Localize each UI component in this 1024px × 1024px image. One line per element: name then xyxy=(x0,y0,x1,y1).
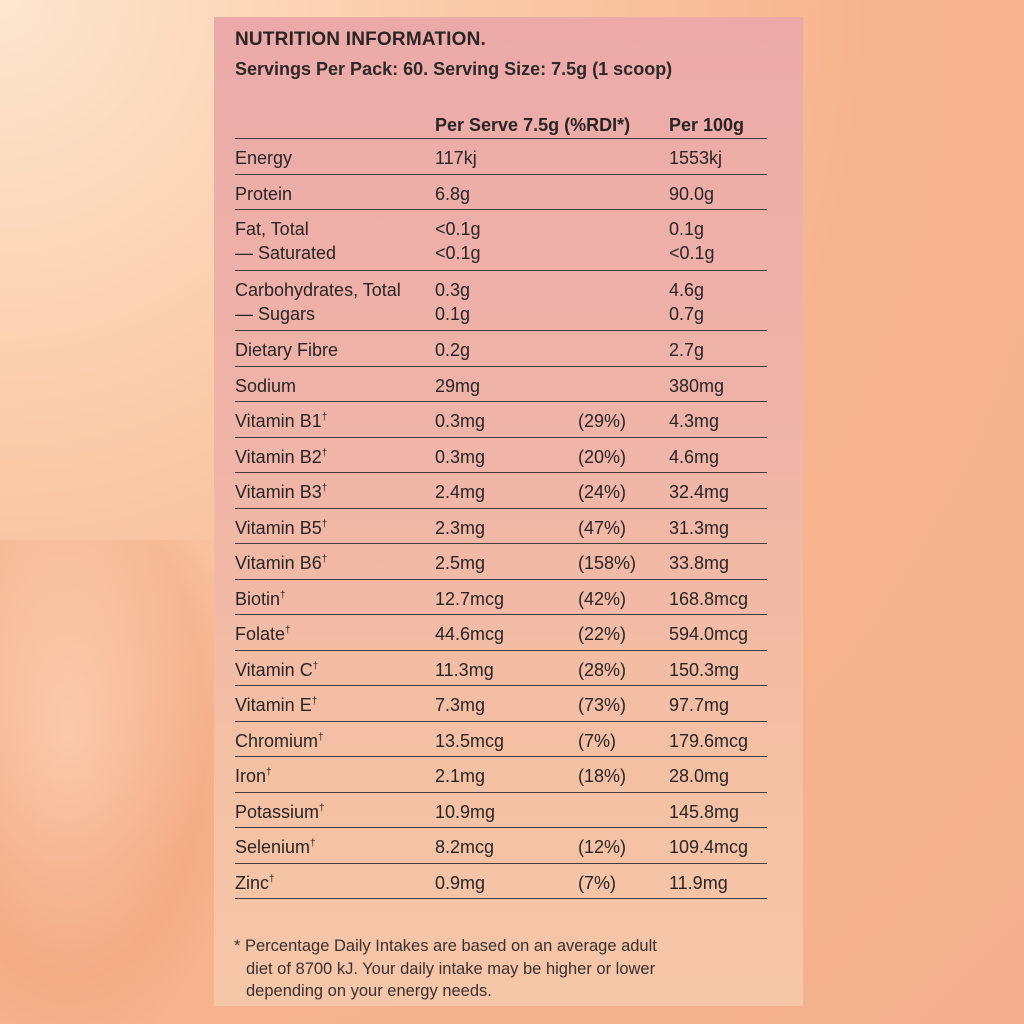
per-100g-value-text: 97.7mg xyxy=(669,695,730,715)
nutrient-label xyxy=(235,873,275,894)
rdi-percent xyxy=(578,624,626,645)
per-serve-value xyxy=(435,731,504,752)
per-serve-value-text: 2.4mg xyxy=(435,482,486,502)
per-serve-value-text: 2.5mg xyxy=(435,553,486,573)
dagger-mark: † xyxy=(321,518,328,530)
per-100g-value xyxy=(669,518,729,539)
table-row xyxy=(235,331,767,367)
nutrient-label-text: Chromium xyxy=(235,730,319,751)
rdi-percent-text: (18%) xyxy=(578,766,627,786)
per-serve-value xyxy=(435,219,481,264)
per-serve-value-text: 6.8g xyxy=(435,183,471,204)
per-serve-value-text: 13.5mcg xyxy=(435,730,505,751)
nutrient-label xyxy=(235,447,327,468)
table-row xyxy=(235,757,767,793)
nutrient-label xyxy=(235,553,327,574)
per-serve-value xyxy=(435,589,504,610)
per-100g-value-text: 33.8mg xyxy=(669,553,730,573)
per-100g-value-sub: 0.7g xyxy=(669,303,705,324)
nutrient-label-text: Sodium xyxy=(235,375,297,396)
nutrient-label xyxy=(235,837,316,858)
per-100g-value-text: 31.3mg xyxy=(669,517,730,538)
dagger-mark: † xyxy=(321,447,328,459)
background-texture xyxy=(0,540,230,1024)
table-row xyxy=(235,509,767,545)
rdi-percent-text: (7%) xyxy=(578,872,617,893)
per-serve-value xyxy=(435,553,485,574)
nutrient-label xyxy=(235,518,327,539)
table-row xyxy=(235,139,767,175)
per-serve-value-text: 117kj xyxy=(435,148,477,168)
per-100g-value-text: 380mg xyxy=(669,375,725,396)
dagger-mark: † xyxy=(319,802,325,814)
per-serve-value xyxy=(435,624,504,645)
per-serve-value-text: 10.9mg xyxy=(435,801,496,822)
nutrient-label-text: Vitamin B6 xyxy=(235,553,322,573)
dagger-mark: † xyxy=(310,838,316,849)
per-serve-value-text: 12.7mcg xyxy=(435,588,505,609)
per-serve-value-text: 29mg xyxy=(435,375,481,396)
nutrient-label xyxy=(235,731,324,752)
per-serve-value xyxy=(435,340,470,361)
dagger-mark: † xyxy=(318,731,324,743)
rdi-percent-text: (12%) xyxy=(578,837,627,857)
per-serve-value xyxy=(435,695,485,716)
per-100g-value-text: 4.6mg xyxy=(669,446,720,467)
rdi-percent-text: (28%) xyxy=(578,659,627,680)
nutrient-label-text: Energy xyxy=(235,148,293,168)
panel-title: NUTRITION INFORMATION. xyxy=(235,29,487,50)
nutrient-label xyxy=(235,340,338,361)
per-100g-value-text: 1553kj xyxy=(669,148,723,168)
nutrient-label xyxy=(235,624,291,645)
table-row xyxy=(235,722,767,758)
per-100g-value xyxy=(669,376,724,397)
table-row xyxy=(235,686,767,722)
per-100g-value xyxy=(669,624,748,645)
per-100g-value-text: 4.3mg xyxy=(669,411,720,431)
nutrient-label-text: Dietary Fibre xyxy=(235,340,339,360)
rdi-percent xyxy=(578,589,626,610)
nutrient-label-text: Vitamin B2 xyxy=(235,446,322,467)
per-serve-value xyxy=(435,873,485,894)
nutrient-label xyxy=(235,148,292,169)
per-100g-value xyxy=(669,731,748,752)
rdi-percent-text: (20%) xyxy=(578,446,627,467)
nutrient-label xyxy=(235,184,292,205)
per-100g-value-text: 11.9mg xyxy=(669,872,728,893)
nutrient-label-text: Selenium xyxy=(235,837,311,857)
per-100g-value xyxy=(669,148,722,169)
nutrient-label-text: Vitamin B1 xyxy=(235,411,322,431)
table-row xyxy=(235,402,767,438)
header-per-serve: Per Serve 7.5g (%RDI*) xyxy=(435,115,631,135)
nutrient-label xyxy=(235,411,327,432)
per-serve-value-sub: 0.1g xyxy=(435,303,471,324)
table-row xyxy=(235,651,767,687)
table-header xyxy=(235,113,767,139)
nutrition-table xyxy=(235,113,767,899)
nutrient-label xyxy=(235,802,325,823)
nutrient-label xyxy=(235,219,336,264)
rdi-percent xyxy=(578,766,626,787)
rdi-percent-text: (42%) xyxy=(578,588,627,609)
per-serve-value-text: 0.3g xyxy=(435,279,471,300)
dagger-mark: † xyxy=(312,660,319,672)
per-100g-value-text: 2.7g xyxy=(669,340,705,360)
table-row xyxy=(235,793,767,829)
per-100g-value-text: 0.1g xyxy=(669,219,705,239)
rdi-percent xyxy=(578,482,626,503)
per-100g-value xyxy=(669,482,729,503)
per-100g-value xyxy=(669,411,719,432)
per-100g-value-text: 28.0mg xyxy=(669,766,730,786)
serving-info: Servings Per Pack: 60. Serving Size: 7.5g (1 scoop) xyxy=(235,59,673,79)
nutrient-label xyxy=(235,589,286,610)
nutrient-label xyxy=(235,695,317,716)
per-100g-value xyxy=(669,589,748,610)
rdi-percent xyxy=(578,695,626,716)
per-100g-value xyxy=(669,766,729,787)
rdi-percent-text: (47%) xyxy=(578,517,627,538)
per-100g-value-text: 90.0g xyxy=(669,183,715,204)
per-100g-value xyxy=(669,873,728,894)
dagger-mark: † xyxy=(321,554,328,565)
rdi-percent xyxy=(578,731,616,752)
table-row xyxy=(235,544,767,580)
per-100g-value xyxy=(669,340,704,361)
footnote xyxy=(234,935,734,1003)
table-row xyxy=(235,175,767,211)
table-row xyxy=(235,864,767,900)
per-serve-value xyxy=(435,184,470,205)
per-serve-value-text: 0.9mg xyxy=(435,872,486,893)
nutrient-label-text: Zinc xyxy=(235,872,270,893)
rdi-percent xyxy=(578,837,626,858)
table-row xyxy=(235,271,767,332)
per-serve-value xyxy=(435,766,485,787)
table-row xyxy=(235,580,767,616)
table-row xyxy=(235,473,767,509)
nutrient-label-text: Iron xyxy=(235,766,267,786)
nutrient-label xyxy=(235,482,327,503)
per-100g-value xyxy=(669,695,729,716)
nutrient-label-text: Folate xyxy=(235,624,286,644)
per-serve-value xyxy=(435,411,485,432)
per-serve-value xyxy=(435,376,480,397)
per-serve-value-text: 0.3mg xyxy=(435,411,486,431)
per-serve-value-text: 0.2g xyxy=(435,340,471,360)
nutrient-label-text: Vitamin B3 xyxy=(235,482,322,502)
nutrient-label xyxy=(235,766,272,787)
nutrient-label-sub: — Sugars xyxy=(235,303,316,324)
dagger-mark: † xyxy=(321,412,328,423)
per-100g-value xyxy=(669,280,704,325)
nutrient-label-text: Potassium xyxy=(235,801,320,822)
footnote-line: * Percentage Daily Intakes are based on an average adult xyxy=(234,937,657,955)
per-serve-value-text: 8.2mcg xyxy=(435,837,495,857)
dagger-mark: † xyxy=(311,696,318,707)
footnote-line: depending on your energy needs. xyxy=(246,982,492,1000)
header-per-100g: Per 100g xyxy=(669,115,745,135)
nutrient-label-text: Protein xyxy=(235,183,293,204)
nutrient-label-sub: — Saturated xyxy=(235,243,337,263)
rdi-percent-text: (73%) xyxy=(578,695,627,715)
per-100g-value-text: 179.6mcg xyxy=(669,730,749,751)
dagger-mark: † xyxy=(269,873,275,885)
nutrient-label xyxy=(235,660,318,681)
nutrient-label-text: Vitamin B5 xyxy=(235,517,322,538)
dagger-mark: † xyxy=(285,625,291,636)
rdi-percent-text: (29%) xyxy=(578,411,627,431)
footnote-line: diet of 8700 kJ. Your daily intake may be higher or lower xyxy=(246,959,656,978)
per-100g-value xyxy=(669,184,714,205)
per-serve-value xyxy=(435,802,495,823)
rdi-percent xyxy=(578,447,626,468)
rdi-percent-text: (158%) xyxy=(578,553,637,573)
per-serve-value xyxy=(435,482,485,503)
per-100g-value-sub: <0.1g xyxy=(669,243,715,263)
per-100g-value-text: 594.0mcg xyxy=(669,624,749,644)
per-100g-value-text: 32.4mg xyxy=(669,482,730,502)
per-serve-value-text: 2.1mg xyxy=(435,766,486,786)
per-100g-value-text: 145.8mg xyxy=(669,801,740,822)
dagger-mark: † xyxy=(280,589,286,601)
per-serve-value xyxy=(435,447,485,468)
per-serve-value xyxy=(435,660,494,681)
table-row xyxy=(235,367,767,403)
nutrient-label xyxy=(235,280,401,325)
per-100g-value-text: 109.4mcg xyxy=(669,837,749,857)
per-100g-value xyxy=(669,447,719,468)
rdi-percent-text: (24%) xyxy=(578,482,627,502)
nutrient-label xyxy=(235,376,296,397)
per-serve-value-text: 44.6mcg xyxy=(435,624,505,644)
dagger-mark: † xyxy=(266,767,272,778)
table-row xyxy=(235,615,767,651)
per-serve-value xyxy=(435,148,477,169)
per-100g-value-text: 150.3mg xyxy=(669,659,740,680)
table-row xyxy=(235,828,767,864)
nutrient-label-text: Carbohydrates, Total xyxy=(235,279,401,300)
per-serve-value-text: <0.1g xyxy=(435,219,481,239)
table-row xyxy=(235,210,767,271)
per-serve-value-text: 0.3mg xyxy=(435,446,486,467)
per-serve-value xyxy=(435,837,494,858)
per-100g-value xyxy=(669,837,748,858)
per-100g-value-text: 4.6g xyxy=(669,279,705,300)
per-100g-value xyxy=(669,219,715,264)
rdi-percent xyxy=(578,873,616,894)
per-100g-value xyxy=(669,802,739,823)
nutrient-label-text: Biotin xyxy=(235,588,281,609)
rdi-percent xyxy=(578,518,626,539)
per-100g-value xyxy=(669,553,729,574)
dagger-mark: † xyxy=(321,483,328,494)
rdi-percent xyxy=(578,660,626,681)
nutrient-label-text: Fat, Total xyxy=(235,219,309,239)
per-serve-value-text: 11.3mg xyxy=(435,659,494,680)
per-serve-value-sub: <0.1g xyxy=(435,243,481,263)
nutrition-panel xyxy=(214,17,803,1006)
per-serve-value xyxy=(435,280,470,325)
per-100g-value-text: 168.8mcg xyxy=(669,588,749,609)
rdi-percent-text: (7%) xyxy=(578,730,617,751)
per-100g-value xyxy=(669,660,739,681)
rdi-percent-text: (22%) xyxy=(578,624,627,644)
nutrient-label-text: Vitamin C xyxy=(235,659,313,680)
per-serve-value-text: 2.3mg xyxy=(435,517,486,538)
per-serve-value xyxy=(435,518,485,539)
rdi-percent xyxy=(578,411,626,432)
table-row xyxy=(235,438,767,474)
nutrient-label-text: Vitamin E xyxy=(235,695,312,715)
per-serve-value-text: 7.3mg xyxy=(435,695,486,715)
rdi-percent xyxy=(578,553,636,574)
